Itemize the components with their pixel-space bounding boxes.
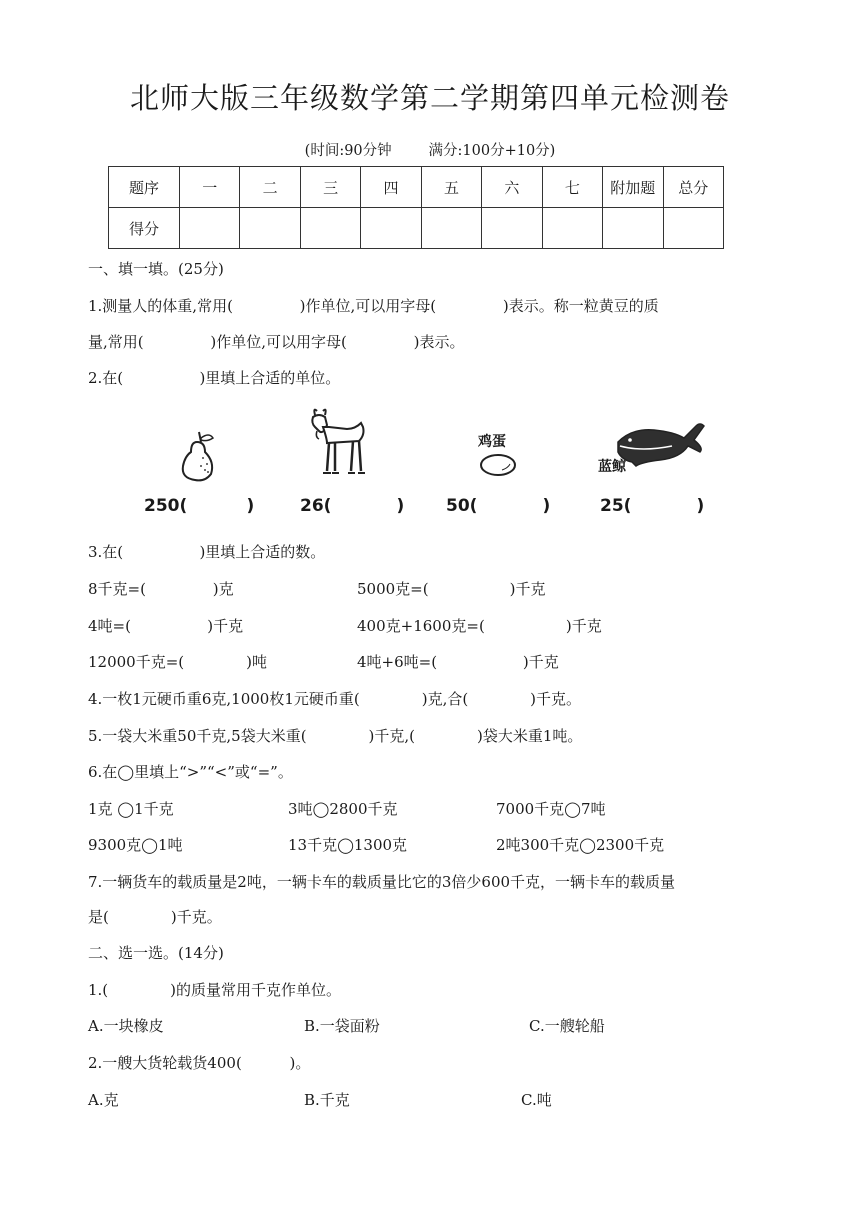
egg-label: 鸡蛋 xyxy=(478,434,506,450)
question-text: 5.一袋大米重50千克,5袋大米重( )千克,( )袋大米重1吨。 xyxy=(88,727,583,745)
score-table-header-cell: 七 xyxy=(542,167,602,208)
question-text: 3.在( )里填上合适的数。 xyxy=(88,543,326,561)
conversion-item: 4吨=( )千克 xyxy=(88,617,244,635)
score-table-header-cell: 五 xyxy=(421,167,481,208)
question-text: 是( )千克。 xyxy=(88,908,222,926)
question-text: 量,常用( )作单位,可以用字母( )表示。 xyxy=(88,333,465,351)
section-heading: 二、选一选。(14分) xyxy=(88,944,224,962)
question-text: 7.一辆货车的载质量是2吨，一辆卡车的载质量比它的3倍少600千克，一辆卡车的载质量 xyxy=(88,873,676,891)
conversion-item: 5000克=( )千克 xyxy=(357,580,546,598)
question-text: 1.( )的质量常用千克作单位。 xyxy=(88,981,342,999)
score-table-header-cell: 附加题 xyxy=(603,167,663,208)
whale-answer[interactable]: 25( ) xyxy=(600,496,705,516)
score-cell[interactable] xyxy=(240,208,300,249)
page-title: 北师大版三年级数学第二学期第四单元检测卷 xyxy=(129,81,730,115)
score-table-row-label: 得分 xyxy=(109,208,180,249)
section-heading: 一、填一填。(25分) xyxy=(88,260,224,278)
score-table-header-cell: 二 xyxy=(240,167,300,208)
score-table-score-row xyxy=(109,208,724,249)
question-text: 4.一枚1元硬币重6克,1000枚1元硬币重( )克,合( )千克。 xyxy=(88,690,582,708)
exam-time-score-info: (时间:90分钟 满分:100分+10分) xyxy=(304,143,556,159)
comparison-item: 9300克◯1吨 xyxy=(88,836,183,854)
comparison-item: 13千克◯1300克 xyxy=(288,836,408,854)
score-table-header-cell: 一 xyxy=(180,167,240,208)
score-table xyxy=(108,166,724,249)
score-cell[interactable] xyxy=(180,208,240,249)
question-text: 2.一艘大货轮载货400( )。 xyxy=(88,1054,311,1072)
conversion-item: 400克+1600克=( )千克 xyxy=(357,617,602,635)
score-table-header-cell: 总分 xyxy=(663,167,724,208)
pear-icon xyxy=(175,428,223,484)
egg-answer[interactable]: 50( ) xyxy=(446,496,551,516)
score-table-header-cell: 三 xyxy=(300,167,360,208)
comparison-item: 2吨300千克◯2300千克 xyxy=(496,836,665,854)
option-a[interactable]: A.克 xyxy=(88,1091,119,1109)
conversion-item: 12000千克=( )吨 xyxy=(88,653,267,671)
option-b[interactable]: B.千克 xyxy=(304,1091,350,1109)
score-table-header-cell: 四 xyxy=(361,167,421,208)
score-cell[interactable] xyxy=(300,208,360,249)
score-table-header-cell: 六 xyxy=(482,167,542,208)
comparison-item: 3吨◯2800千克 xyxy=(288,800,398,818)
option-c[interactable]: C.吨 xyxy=(521,1091,552,1109)
score-cell[interactable] xyxy=(542,208,602,249)
comparison-item: 7000千克◯7吨 xyxy=(496,800,606,818)
score-cell[interactable] xyxy=(361,208,421,249)
conversion-item: 4吨+6吨=( )千克 xyxy=(357,653,559,671)
goat-icon xyxy=(303,405,369,481)
score-table-header-row xyxy=(109,167,724,208)
score-table-header-cell: 题序 xyxy=(109,167,180,208)
score-cell[interactable] xyxy=(482,208,542,249)
pear-answer[interactable]: 250( ) xyxy=(144,496,255,516)
option-a[interactable]: A.一块橡皮 xyxy=(88,1017,164,1035)
score-cell[interactable] xyxy=(663,208,724,249)
score-cell[interactable] xyxy=(421,208,481,249)
goat-answer[interactable]: 26( ) xyxy=(300,496,405,516)
question-text: 2.在( )里填上合适的单位。 xyxy=(88,369,341,387)
score-cell[interactable] xyxy=(603,208,663,249)
comparison-item: 1克 ◯1千克 xyxy=(88,800,174,818)
question-text: 1.测量人的体重,常用( )作单位,可以用字母( )表示。称一粒黄豆的质 xyxy=(88,297,659,315)
egg-icon xyxy=(478,452,518,478)
conversion-item: 8千克=( )克 xyxy=(88,580,234,598)
whale-label: 蓝鲸 xyxy=(598,459,626,475)
option-c[interactable]: C.一艘轮船 xyxy=(529,1017,605,1035)
option-b[interactable]: B.一袋面粉 xyxy=(304,1017,380,1035)
question-text: 6.在◯里填上“>”“<”或“=”。 xyxy=(88,763,293,781)
blue-whale-icon xyxy=(612,418,708,476)
